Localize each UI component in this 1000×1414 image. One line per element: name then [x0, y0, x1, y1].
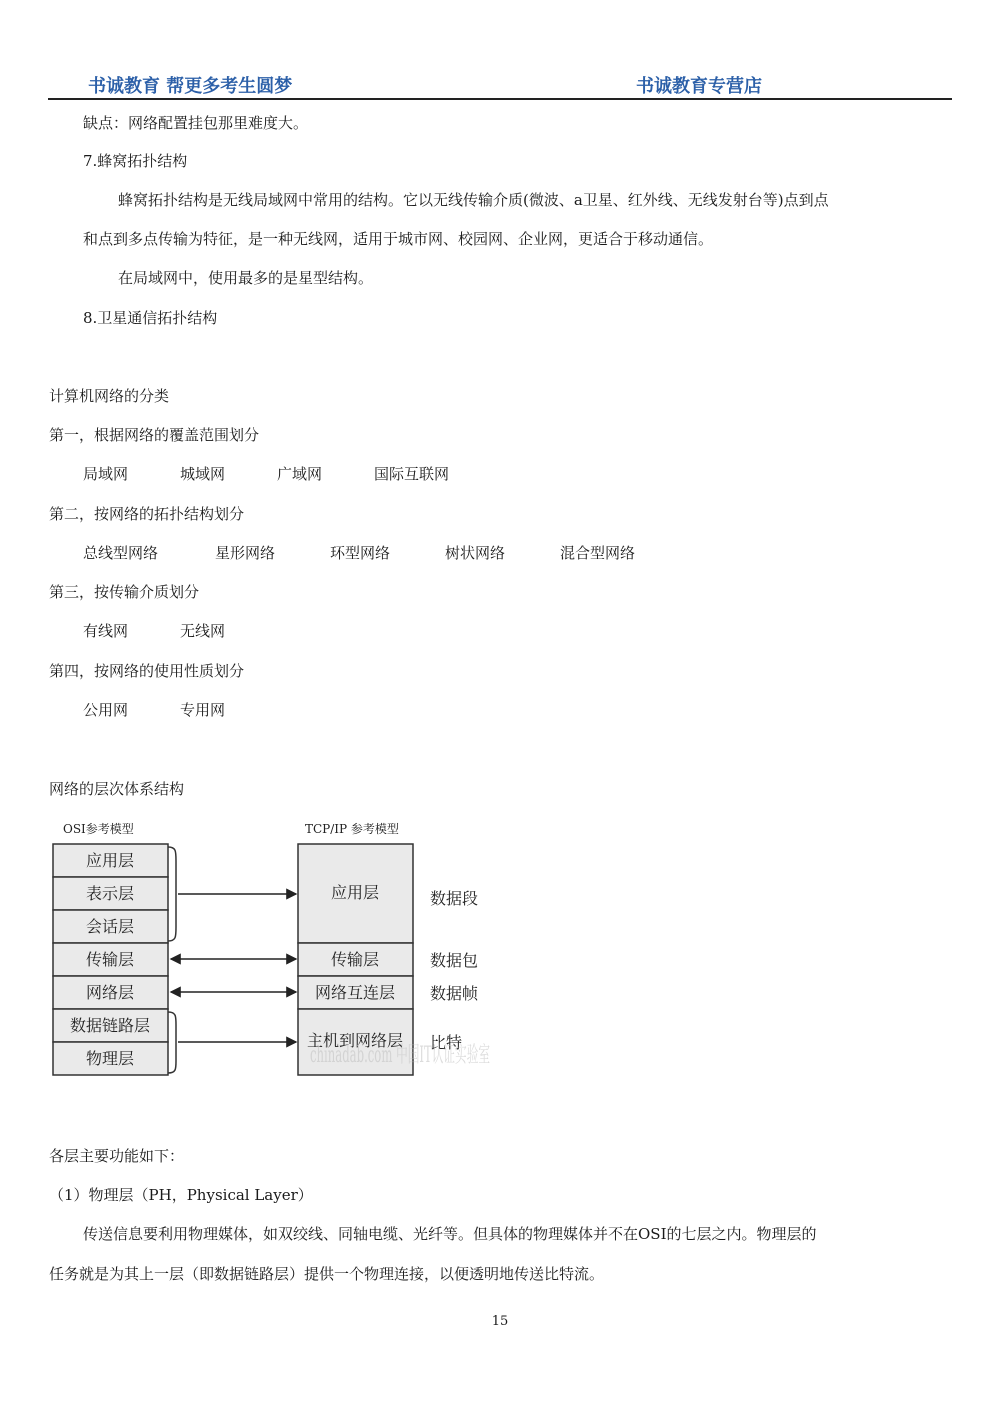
classification-item: 城域网 [180, 465, 226, 483]
classification-item: 公用网 [83, 701, 129, 719]
header-right-store: 书诚教育专营店 [636, 76, 762, 97]
watermark: chinadab.com 中国IT认证实验室 [310, 1043, 490, 1068]
pdu-labels [430, 889, 479, 1052]
osi-layer-label: 会话层 [85, 917, 135, 936]
section-8-title: 8.卫星通信拓扑结构 [83, 309, 218, 327]
osi-layer-label: 网络层 [85, 983, 135, 1002]
physical-layer-paragraph-line-2: 任务就是为其上一层（即数据链路层）提供一个物理连接，以便透明地传送比特流。 [49, 1265, 605, 1283]
classification-heading-3: 第三，按传输介质划分 [49, 583, 200, 601]
classification-item: 局域网 [83, 465, 129, 483]
classification-item: 广域网 [277, 465, 323, 483]
header-left-brand: 书诚教育 帮更多考生圆梦 [88, 76, 293, 97]
osi-layer-label: 应用层 [85, 851, 135, 870]
pdu-label: 数据帧 [430, 984, 479, 1003]
pdu-label: 数据段 [430, 889, 479, 908]
tcpip-layer-label: 传输层 [330, 950, 380, 969]
osi-layer-label: 传输层 [85, 950, 135, 969]
osi-layer-label: 数据链路层 [69, 1016, 151, 1035]
osi-layer-label: 物理层 [85, 1049, 135, 1068]
mapping-arrows [171, 894, 296, 1042]
classification-heading-1: 第一，根据网络的覆盖范围划分 [49, 426, 260, 444]
upper-brace [168, 847, 176, 941]
classification-item: 混合型网络 [560, 544, 636, 562]
section-7-title: 7.蜂窝拓扑结构 [83, 152, 188, 170]
architecture-title: 网络的层次体系结构 [49, 780, 185, 798]
classification-item: 树状网络 [445, 544, 506, 562]
osi-layer-label: 表示层 [85, 884, 135, 903]
classification-item: 专用网 [180, 701, 226, 719]
physical-layer-title: （1）物理层（PH，Physical Layer） [49, 1186, 313, 1204]
classification-title: 计算机网络的分类 [49, 387, 170, 405]
functions-title: 各层主要功能如下： [49, 1147, 185, 1165]
tcpip-layer-label: 主机到网络层 [306, 1031, 404, 1050]
page-number: 15 [491, 1314, 509, 1329]
osi-model-title: OSI参考模型 [63, 822, 134, 836]
tcpip-model-title: TCP/IP 参考模型 [305, 822, 399, 836]
osi-tcpip-diagram [40, 815, 510, 1095]
section-7-paragraph-line-1: 蜂窝拓扑结构是无线局域网中常用的结构。它以无线传输介质(微波、a卫星、红外线、无线发射台等)点到点 [118, 191, 829, 209]
classification-heading-4: 第四，按网络的使用性质划分 [49, 662, 245, 680]
section-7-paragraph-2: 在局域网中，使用最多的是星型结构。 [118, 269, 374, 287]
classification-item: 有线网 [83, 622, 129, 640]
classification-item: 星形网络 [215, 544, 276, 562]
physical-layer-paragraph-line-1: 传送信息要利用物理媒体，如双绞线、同轴电缆、光纤等。但具体的物理媒体并不在OSI的七层之内。物理层的 [83, 1225, 817, 1243]
classification-item: 无线网 [180, 622, 226, 640]
section-7-paragraph-line-2: 和点到多点传输为特征，是一种无线网，适用于城市网、校园网、企业网，更适合于移动通信。 [83, 230, 714, 248]
pdu-label: 比特 [430, 1033, 463, 1052]
disadvantage-line: 缺点：网络配置挂包那里难度大。 [83, 114, 309, 132]
classification-item: 环型网络 [330, 544, 391, 562]
lower-brace [168, 1012, 176, 1073]
classification-heading-2: 第二，按网络的拓扑结构划分 [49, 505, 245, 523]
classification-item: 国际互联网 [374, 465, 450, 483]
header-divider [48, 98, 952, 100]
classification-item: 总线型网络 [83, 544, 159, 562]
tcpip-layer-label: 网络互连层 [314, 983, 396, 1002]
pdu-label: 数据包 [430, 951, 479, 970]
tcpip-layer-label: 应用层 [330, 883, 380, 902]
